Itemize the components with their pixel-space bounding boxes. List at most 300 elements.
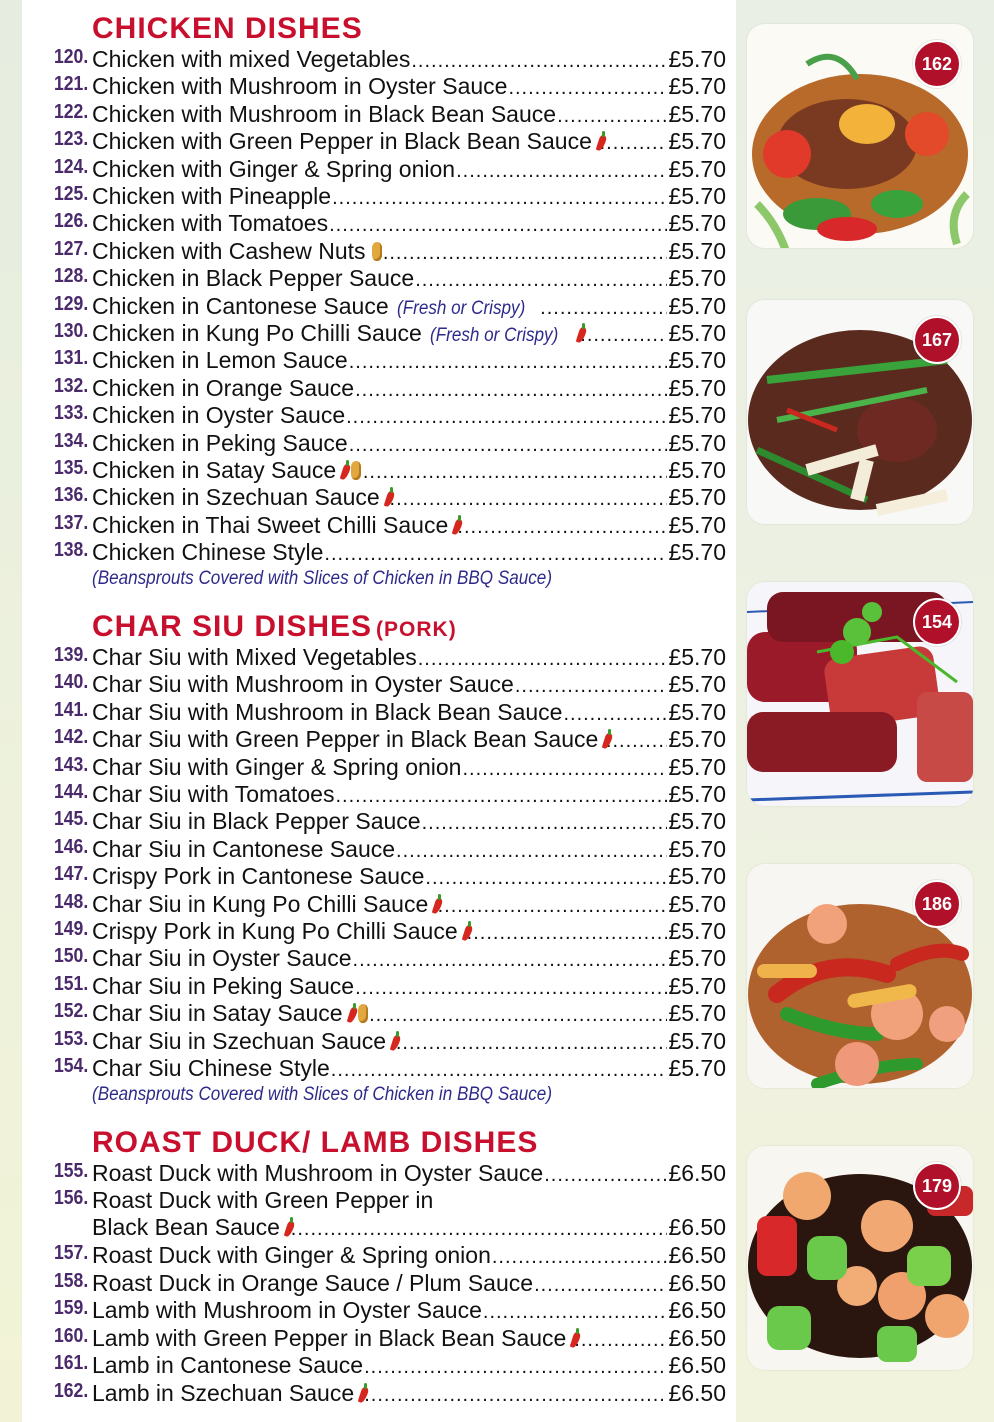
- dot-leader: [508, 77, 667, 100]
- item-line: [92, 699, 726, 726]
- item-number: 126.: [53, 210, 89, 233]
- item-line: [92, 945, 726, 972]
- dot-leader: [349, 434, 668, 457]
- item-line: [92, 863, 726, 890]
- item-number: 144.: [53, 781, 89, 803]
- item-price: £5.70: [668, 457, 726, 483]
- item-line: [92, 539, 726, 566]
- chilli-icon: [578, 323, 579, 343]
- item-line: [92, 808, 726, 835]
- menu-item-row: [22, 402, 736, 429]
- item-line: [92, 1187, 726, 1214]
- item-number: 120.: [53, 46, 89, 68]
- item-number: 140.: [53, 671, 89, 694]
- item-line: [92, 1055, 726, 1082]
- dish-number-badge: 162: [913, 40, 961, 88]
- menu-item-row: [22, 156, 736, 183]
- item-name: Chicken in Orange Sauce: [92, 374, 355, 401]
- item-line: [92, 1214, 726, 1241]
- item-price: £5.70: [668, 972, 726, 999]
- item-price: £6.50: [668, 1160, 726, 1186]
- section-subtitle: (PORK): [376, 618, 457, 641]
- item-number: 141.: [53, 698, 89, 721]
- item-price: £5.70: [668, 484, 726, 511]
- chilli-icon: [349, 1003, 352, 1023]
- item-line: [92, 918, 726, 945]
- dot-leader: [438, 895, 668, 918]
- item-price: £5.70: [668, 890, 726, 917]
- item-price: £5.70: [668, 155, 726, 182]
- menu-item-row: [22, 512, 736, 539]
- section-title-chicken: [92, 14, 363, 44]
- item-name: Chicken with Cashew Nuts: [92, 237, 366, 264]
- chilli-icon: [360, 1383, 363, 1403]
- item-name: Char Siu with Mixed Vegetables: [92, 644, 417, 670]
- section-title-text: ROAST DUCK/ LAMB DISHES: [92, 1126, 539, 1159]
- chilli-icon: [386, 487, 389, 507]
- menu-item-row: [22, 347, 736, 374]
- item-name: Roast Duck in Orange Sauce / Plum Sauce: [92, 1270, 534, 1296]
- item-price: £5.70: [668, 945, 726, 972]
- item-line: [92, 402, 726, 429]
- item-name: Chicken in Black Pepper Sauce: [92, 265, 415, 292]
- menu-item-row: [22, 46, 736, 73]
- menu-item-row: [22, 1325, 736, 1352]
- dish-number-badge: 154: [913, 598, 961, 646]
- item-line: [92, 973, 726, 1000]
- item-line: [92, 836, 726, 863]
- item-price: £5.70: [668, 210, 726, 237]
- dot-leader: [457, 516, 667, 539]
- section-title-text: CHAR SIU DISHES: [92, 610, 373, 643]
- item-name: Chicken in Oyster Sauce: [92, 402, 346, 429]
- item-number: 151.: [53, 972, 89, 995]
- item-name: Char Siu with Green Pepper in Black Bean Sauce: [92, 726, 599, 753]
- item-line: [92, 183, 726, 210]
- item-price: £5.70: [668, 402, 726, 429]
- item-line: [92, 644, 726, 671]
- item-number: 153.: [53, 1027, 89, 1050]
- item-name: Lamb with Green Pepper in Black Bean Sauce: [92, 1325, 567, 1351]
- item-price: £5.70: [668, 46, 726, 72]
- item-line: [92, 1380, 726, 1407]
- item-line: [92, 265, 726, 292]
- menu-item-row: [22, 210, 736, 237]
- dot-leader: [335, 785, 667, 808]
- dot-leader: [376, 242, 667, 265]
- item-number: 162.: [53, 1380, 89, 1402]
- item-number: 136.: [53, 484, 89, 507]
- dot-leader: [411, 50, 667, 73]
- item-number: 123.: [53, 128, 89, 151]
- menu-item-row: [22, 973, 736, 1000]
- item-number: 150.: [53, 945, 89, 968]
- item-price: £5.70: [668, 781, 726, 807]
- dot-leader: [332, 187, 667, 210]
- item-number: 148.: [53, 890, 89, 913]
- item-number: 121.: [53, 73, 89, 96]
- menu-item-row: [22, 891, 736, 918]
- dot-leader: [355, 379, 667, 402]
- item-line: [92, 210, 726, 237]
- chilli-icon: [464, 921, 466, 941]
- item-line: [92, 347, 726, 374]
- item-number: 157.: [53, 1242, 89, 1264]
- item-name: Lamb with Mushroom in Oyster Sauce: [92, 1297, 482, 1323]
- item-line: [92, 156, 726, 183]
- item-name: Chicken in Kung Po Chilli Sauce: [92, 320, 422, 346]
- item-number: 137.: [53, 511, 89, 534]
- item-number: 122.: [53, 100, 89, 123]
- dot-leader: [462, 758, 667, 781]
- dot-leader: [492, 1246, 668, 1269]
- menu-item-row: [22, 1242, 736, 1269]
- item-line: [92, 430, 726, 457]
- item-name: Char Siu in Peking Sauce: [92, 972, 355, 999]
- dot-leader: [329, 214, 667, 237]
- item-line: [92, 46, 726, 73]
- item-number: 152.: [53, 1000, 89, 1023]
- dot-leader: [544, 1164, 667, 1187]
- item-line: [92, 1160, 726, 1187]
- item-price: £5.70: [668, 292, 726, 319]
- item-number: 159.: [53, 1297, 89, 1319]
- item-number: 124.: [53, 155, 89, 178]
- item-number: 142.: [53, 726, 89, 749]
- item-line: [92, 1325, 726, 1352]
- item-price: £5.70: [668, 265, 726, 292]
- item-number: 146.: [53, 835, 89, 858]
- item-name: Char Siu Chinese Style: [92, 1055, 330, 1081]
- dish-photo: [747, 864, 973, 1088]
- item-name: Chicken in Cantonese Sauce: [92, 292, 389, 319]
- item-price: £6.50: [668, 1242, 726, 1268]
- item-number: 133.: [53, 402, 89, 425]
- dot-leader: [580, 324, 667, 347]
- item-number: 127.: [53, 237, 89, 260]
- menu-item-row: [22, 699, 736, 726]
- menu-item-row: [22, 101, 736, 128]
- menu-item-row: [22, 1297, 736, 1324]
- item-name: Lamb in Szechuan Sauce: [92, 1380, 355, 1406]
- item-number: 134.: [53, 429, 89, 452]
- item-name: Roast Duck with Mushroom in Oyster Sauce: [92, 1160, 544, 1186]
- item-line: [92, 238, 726, 265]
- dot-leader: [396, 840, 667, 863]
- menu-item-row: [22, 754, 736, 781]
- menu-item-row: [22, 293, 736, 320]
- item-price: £5.70: [668, 1000, 726, 1027]
- chilli-icon: [342, 460, 345, 480]
- dot-leader: [356, 461, 667, 484]
- item-price: £5.70: [668, 671, 726, 698]
- item-name: Char Siu in Satay Sauce: [92, 1000, 343, 1027]
- menu-item-row: [22, 1380, 736, 1407]
- item-name: Chicken with Mushroom in Oyster Sauce: [92, 73, 508, 100]
- item-name: Lamb in Cantonese Sauce: [92, 1352, 364, 1378]
- item-price: £5.70: [668, 698, 726, 725]
- item-name: Char Siu in Kung Po Chilli Sauce: [92, 890, 429, 917]
- menu-item-row: [22, 781, 736, 808]
- dot-leader: [422, 812, 668, 835]
- item-number: 145.: [53, 808, 89, 831]
- item-price: £5.70: [668, 429, 726, 456]
- menu-item-row: [22, 1352, 736, 1379]
- item-name: Roast Duck with Green Pepper in: [92, 1187, 434, 1213]
- dish-number-badge: 167: [913, 316, 961, 364]
- item-price: £6.50: [668, 1380, 726, 1406]
- item-line: [92, 1270, 726, 1297]
- dot-leader: [600, 132, 668, 155]
- dot-leader: [456, 160, 667, 183]
- item-name: Chicken with Mushroom in Black Bean Sauce: [92, 100, 557, 127]
- item-price: £5.70: [668, 863, 726, 890]
- menu-item-row: [22, 183, 736, 210]
- dot-leader: [349, 351, 668, 374]
- item-price: £5.70: [668, 73, 726, 100]
- item-name: Chicken with Green Pepper in Black Bean Sauce: [92, 128, 592, 155]
- item-name: Char Siu in Szechuan Sauce: [92, 1027, 387, 1054]
- menu-panel: [22, 0, 736, 1422]
- item-name: Chicken in Peking Sauce: [92, 429, 348, 456]
- menu-item-row: [22, 726, 736, 753]
- dot-leader: [390, 488, 668, 511]
- chilli-icon: [604, 729, 605, 749]
- item-price: £5.70: [668, 726, 726, 753]
- menu-item-row: [22, 836, 736, 863]
- item-line: [92, 1352, 726, 1379]
- item-line: [92, 101, 726, 128]
- dish-photo: [747, 1146, 973, 1370]
- item-price: £6.50: [668, 1270, 726, 1296]
- item-number: 158.: [53, 1270, 89, 1292]
- item-number: 139.: [53, 644, 89, 666]
- item-price: £6.50: [668, 1297, 726, 1323]
- item-number: 143.: [53, 753, 89, 776]
- item-name: Chicken in Lemon Sauce: [92, 347, 348, 374]
- item-price: £5.70: [668, 183, 726, 209]
- section-description: (Beansprouts Covered with Slices of Chicken in BBQ Sauce): [92, 1084, 553, 1105]
- dot-leader: [396, 1032, 668, 1055]
- item-number: 132.: [53, 374, 89, 397]
- dot-leader: [364, 1356, 667, 1379]
- chilli-icon: [392, 1031, 395, 1051]
- item-note: (Fresh or Crispy): [396, 297, 525, 319]
- dot-leader: [574, 1329, 667, 1352]
- menu-item-row: [22, 1055, 736, 1082]
- menu-item-row: [22, 945, 736, 972]
- menu-item-row: [22, 1000, 736, 1027]
- menu-item-row: [22, 863, 736, 890]
- item-line: [92, 1242, 726, 1269]
- dish-photo: [747, 582, 973, 806]
- menu-item-row: [22, 484, 736, 511]
- dot-leader: [355, 977, 667, 1000]
- section-title-char-siu: [92, 612, 457, 645]
- menu-item-row: [22, 1160, 736, 1187]
- item-line: [92, 320, 726, 347]
- item-number: 160.: [53, 1325, 89, 1347]
- item-name: Char Siu with Ginger & Spring onion: [92, 753, 462, 780]
- peanut-icon: [358, 1003, 362, 1023]
- dot-leader: [364, 1384, 667, 1407]
- item-line: [92, 512, 726, 539]
- item-number: 149.: [53, 918, 89, 940]
- dish-number-badge: 186: [913, 880, 961, 928]
- item-number: 128.: [53, 265, 89, 288]
- dot-leader: [415, 269, 667, 292]
- item-name: Char Siu in Oyster Sauce: [92, 945, 352, 972]
- item-number: 131.: [53, 347, 89, 370]
- item-number: 138.: [53, 539, 89, 562]
- item-number: 147.: [53, 863, 89, 886]
- section-description: (Beansprouts Covered with Slices of Chicken in BBQ Sauce): [92, 568, 553, 589]
- item-line: [92, 128, 726, 155]
- dot-leader: [557, 105, 667, 128]
- menu-item-row: [22, 320, 736, 347]
- menu-item-row: [22, 457, 736, 484]
- item-price: £5.70: [668, 100, 726, 127]
- dot-leader: [540, 297, 667, 320]
- item-name: Black Bean Sauce: [92, 1214, 280, 1240]
- item-price: £5.70: [668, 347, 726, 374]
- item-price: £5.70: [668, 511, 726, 538]
- item-name: Chicken in Thai Sweet Chilli Sauce: [92, 511, 449, 538]
- item-name: Chicken in Szechuan Sauce: [92, 484, 380, 511]
- chilli-icon: [434, 894, 436, 914]
- item-name: Char Siu in Cantonese Sauce: [92, 835, 396, 862]
- item-price: £5.70: [668, 374, 726, 401]
- item-line: [92, 457, 726, 484]
- menu-item-row: [22, 644, 736, 671]
- dot-leader: [606, 730, 668, 753]
- item-price: £5.70: [668, 1055, 726, 1081]
- item-name: Chicken Chinese Style: [92, 539, 324, 566]
- item-name: Char Siu in Black Pepper Sauce: [92, 808, 421, 835]
- item-line: [92, 375, 726, 402]
- dot-leader: [515, 675, 668, 698]
- item-line: [92, 484, 726, 511]
- item-price: £5.70: [668, 1027, 726, 1054]
- dot-leader: [331, 1059, 668, 1082]
- menu-item-row-continued: [22, 1214, 736, 1241]
- menu-item-row: [22, 375, 736, 402]
- dot-leader: [425, 867, 667, 890]
- section-title-text: CHICKEN DISHES: [92, 12, 363, 45]
- item-name: Chicken in Satay Sauce: [92, 457, 337, 483]
- item-price: £5.70: [668, 753, 726, 780]
- item-number: 130.: [53, 320, 89, 342]
- item-name: Crispy Pork in Kung Po Chilli Sauce: [92, 918, 458, 944]
- item-line: [92, 73, 726, 100]
- item-price: £6.50: [668, 1352, 726, 1378]
- menu-item-row: [22, 1187, 736, 1214]
- item-line: [92, 754, 726, 781]
- item-line: [92, 726, 726, 753]
- item-price: £5.70: [668, 918, 726, 944]
- item-line: [92, 1028, 726, 1055]
- dot-leader: [353, 949, 668, 972]
- menu-item-row: [22, 539, 736, 566]
- dot-leader: [483, 1301, 668, 1324]
- item-name: Crispy Pork in Cantonese Sauce: [92, 863, 425, 890]
- item-price: £5.70: [668, 128, 726, 155]
- menu-item-row: [22, 73, 736, 100]
- item-number: 155.: [53, 1160, 89, 1182]
- dot-leader: [534, 1274, 667, 1297]
- dot-leader: [563, 703, 667, 726]
- item-price: £5.70: [668, 835, 726, 862]
- item-name: Char Siu with Tomatoes: [92, 781, 335, 807]
- item-price: £6.50: [668, 1214, 726, 1240]
- item-number: 125.: [53, 183, 89, 205]
- item-note: (Fresh or Crispy): [429, 325, 559, 346]
- item-number: 154.: [53, 1055, 89, 1077]
- item-line: [92, 293, 726, 320]
- item-name: Roast Duck with Ginger & Spring onion: [92, 1242, 491, 1268]
- item-price: £6.50: [668, 1325, 726, 1351]
- item-number: 161.: [53, 1352, 89, 1374]
- item-line: [92, 1000, 726, 1027]
- menu-item-row: [22, 918, 736, 945]
- menu-item-row: [22, 1270, 736, 1297]
- item-line: [92, 1297, 726, 1324]
- item-name: Char Siu with Mushroom in Oyster Sauce: [92, 671, 514, 698]
- chilli-icon: [598, 131, 599, 151]
- dish-number-badge: 179: [913, 1162, 961, 1210]
- menu-item-row: [22, 128, 736, 155]
- item-price: £5.70: [668, 237, 726, 264]
- dish-photo: [747, 24, 973, 248]
- chilli-icon: [454, 515, 456, 535]
- item-price: £5.70: [668, 808, 726, 835]
- dish-photo: [747, 300, 973, 524]
- item-price: £5.70: [668, 539, 726, 566]
- item-line: [92, 781, 726, 808]
- item-name: Chicken with Ginger & Spring onion: [92, 155, 456, 182]
- menu-item-row: [22, 238, 736, 265]
- item-name: Chicken with Tomatoes: [92, 210, 329, 237]
- item-price: £5.70: [668, 644, 726, 670]
- dot-leader: [291, 1218, 668, 1241]
- item-name: Char Siu with Mushroom in Black Bean Sauce: [92, 698, 563, 725]
- item-number: 135.: [53, 457, 89, 479]
- dot-leader: [363, 1004, 668, 1027]
- peanut-icon: [351, 460, 355, 480]
- section-title-roast-duck-lamb: [92, 1128, 538, 1158]
- item-name: Chicken with Pineapple: [92, 183, 332, 209]
- menu-item-row: [22, 671, 736, 698]
- menu-item-row: [22, 1028, 736, 1055]
- item-line: [92, 891, 726, 918]
- menu-item-row: [22, 265, 736, 292]
- item-name: Chicken with mixed Vegetables: [92, 46, 411, 72]
- item-number: 156.: [53, 1187, 89, 1209]
- menu-item-row: [22, 808, 736, 835]
- item-line: [92, 671, 726, 698]
- dot-leader: [324, 543, 667, 566]
- dot-leader: [418, 648, 668, 671]
- chilli-icon: [286, 1217, 290, 1237]
- menu-item-row: [22, 430, 736, 457]
- peanut-icon: [372, 241, 376, 261]
- chilli-icon: [572, 1328, 573, 1348]
- item-number: 129.: [53, 292, 89, 315]
- item-price: £5.70: [668, 320, 726, 346]
- dot-leader: [467, 922, 668, 945]
- dot-leader: [346, 406, 667, 429]
- left-margin-strip: [0, 0, 22, 1422]
